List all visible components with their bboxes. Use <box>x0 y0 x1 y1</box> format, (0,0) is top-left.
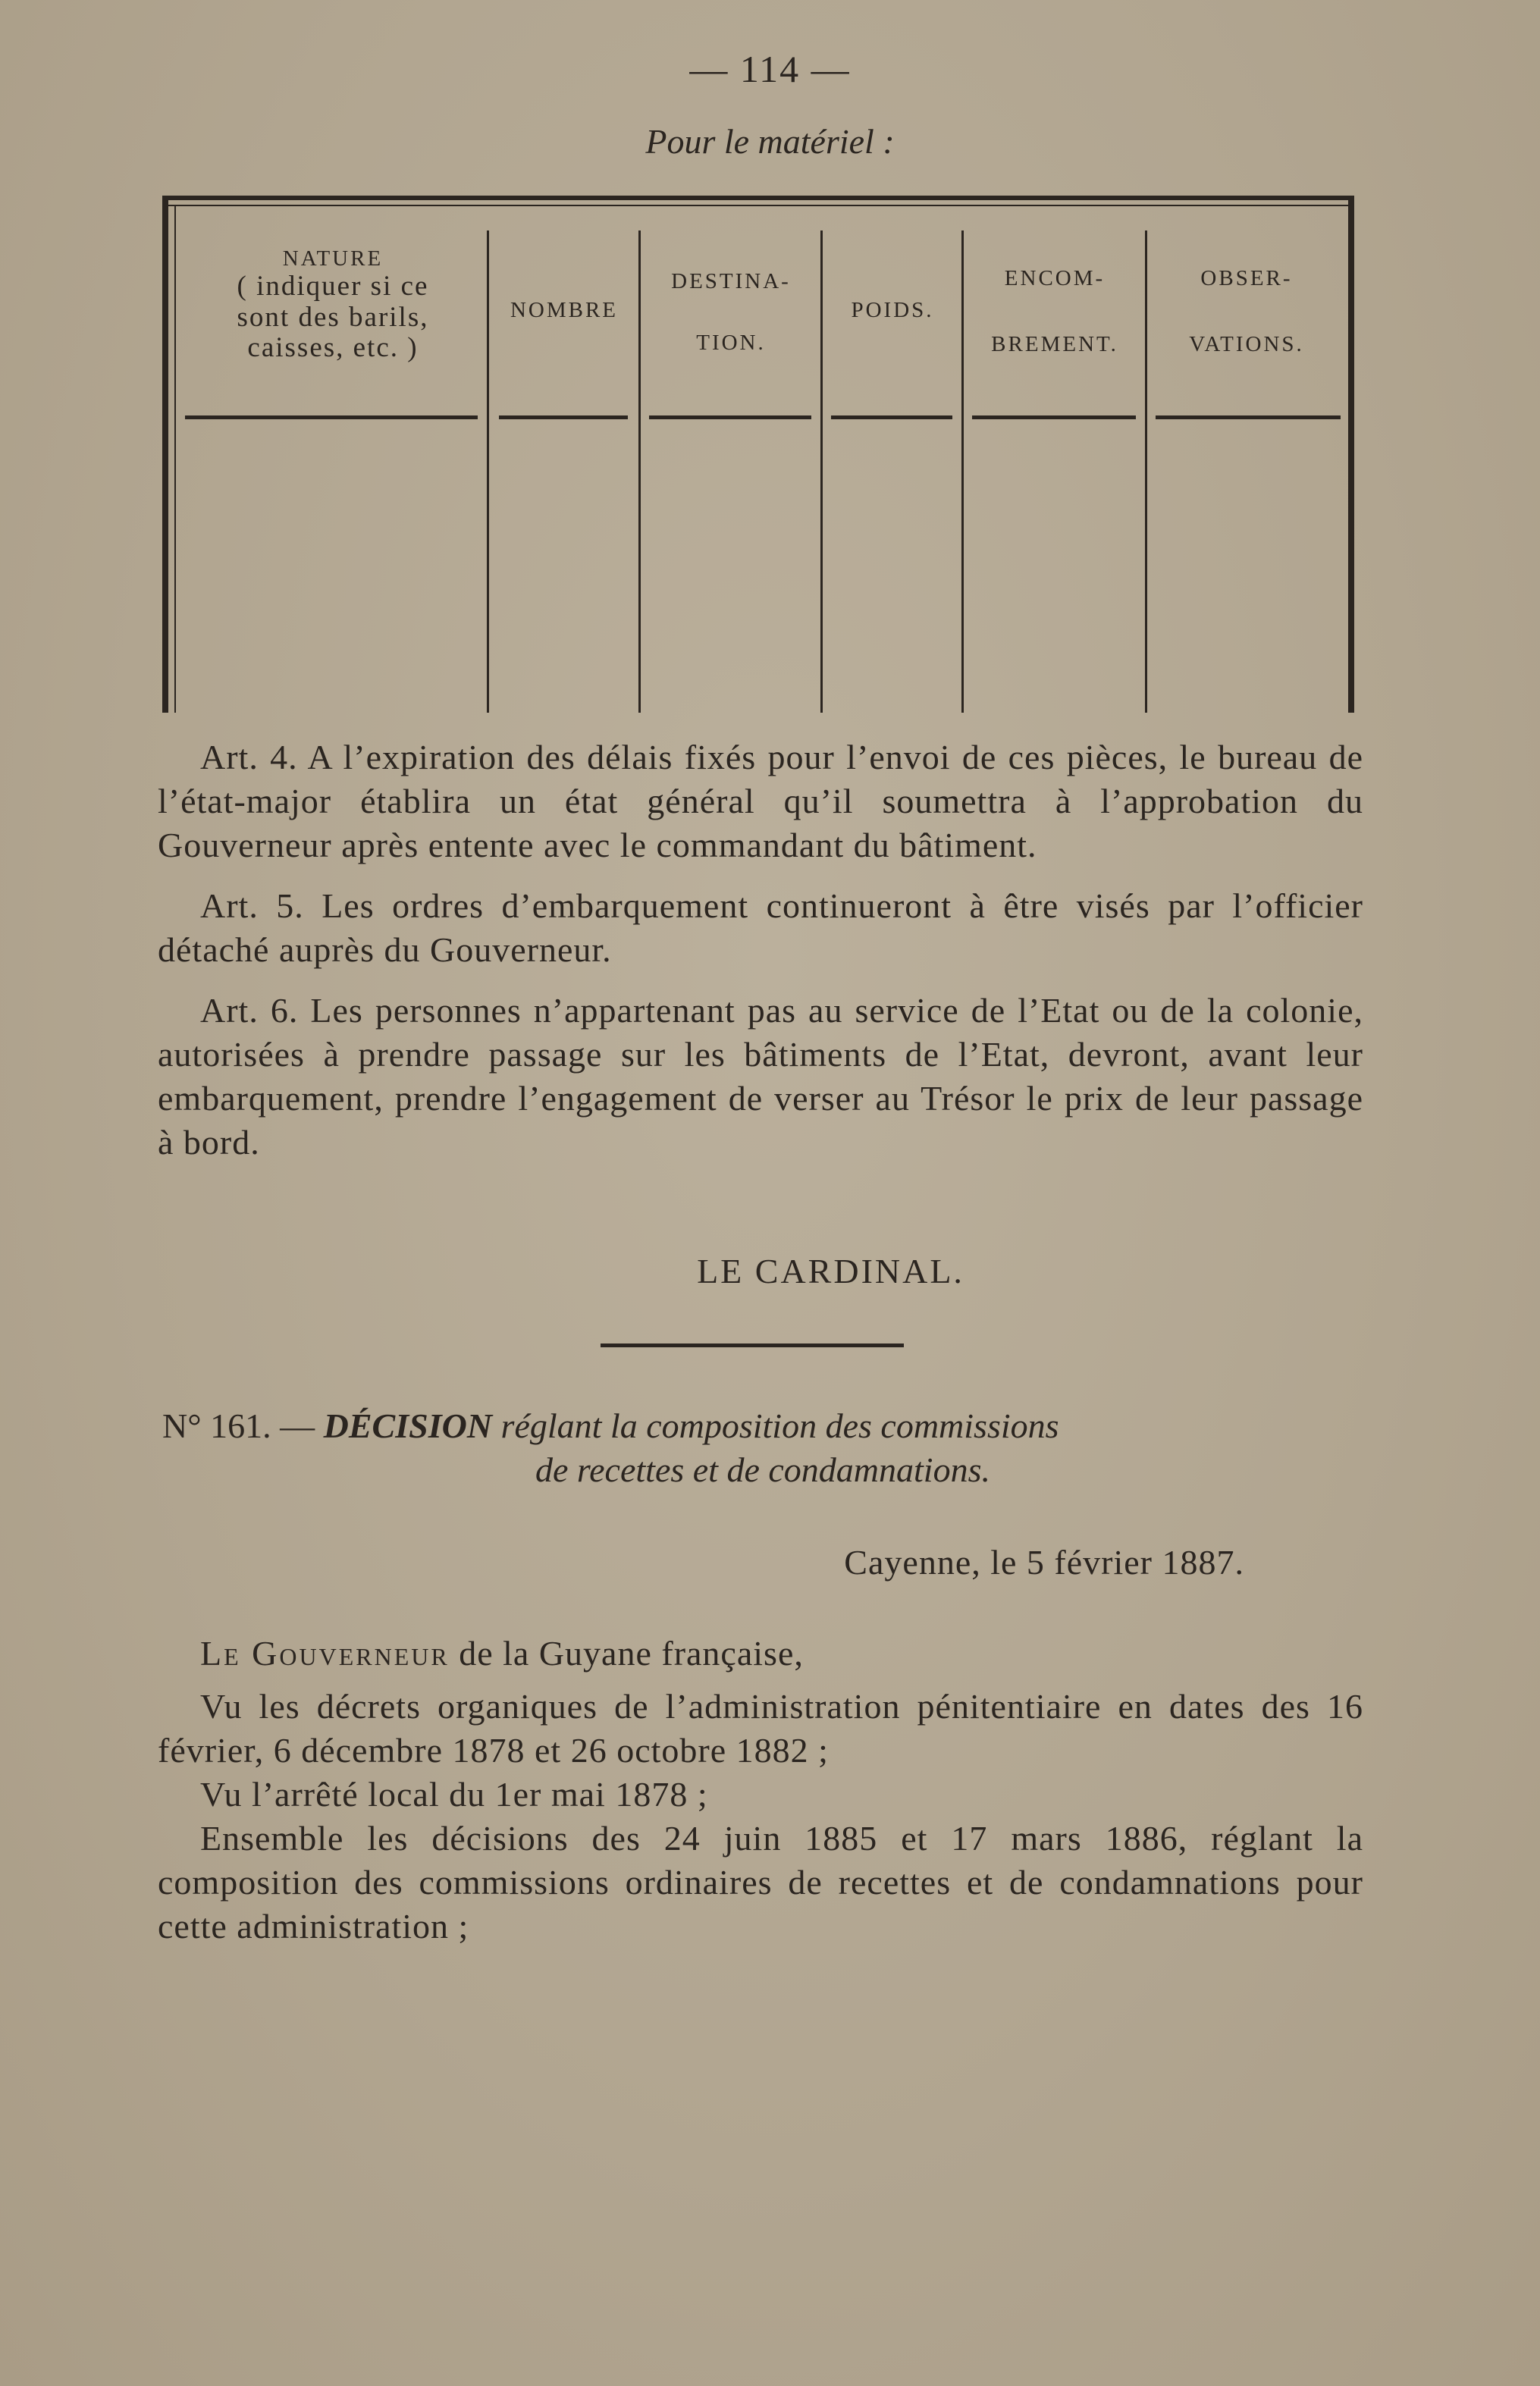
column-header-line: NOMBRE <box>510 298 619 322</box>
table-left-edge-inner <box>174 206 176 713</box>
column-divider <box>820 230 823 713</box>
decision-title <box>162 1404 1363 1492</box>
dateline: Cayenne, le 5 février 1887. <box>844 1543 1244 1582</box>
column-header-line: VATIONS. <box>1189 331 1304 356</box>
governor-rest: de la Guyane française, <box>459 1634 804 1673</box>
column-header-line: POIDS. <box>851 298 934 322</box>
column-divider <box>487 230 489 713</box>
consideration: Vu l’arrêté local du 1er mai 1878 ; <box>200 1775 708 1814</box>
column-header-nombre <box>490 297 638 324</box>
article-6: Art. 6. Les personnes n’appartenant pas au service de l’Etat ou de la colonie, autorisées à prendre passage sur les bâtiments de l’Etat, devront, avant leur embarquement, prendre l’engagement de verser au Trésor le prix de leur passage à bord. <box>158 991 1363 1162</box>
header-underline <box>499 415 628 419</box>
decision-keyword: DÉCISION <box>323 1406 493 1445</box>
articles-section <box>158 735 1363 1165</box>
column-header-line: ( indiquer si ce <box>237 270 429 302</box>
governor-title: Le Gouverneur <box>200 1634 450 1673</box>
column-divider <box>638 230 641 713</box>
column-divider <box>961 230 964 713</box>
column-header-line: TION. <box>696 330 766 355</box>
column-header-line: BREMENT. <box>991 331 1118 356</box>
column-header-nature <box>193 247 473 364</box>
table-top-rule-inner <box>162 205 1354 206</box>
column-header-destination <box>641 268 820 356</box>
consideration: Vu les décrets organiques de l’administration pénitentiaire en dates des 16 février, 6 décembre 1878 et 26 octobre 1882 ; <box>158 1687 1363 1770</box>
decision-number: N° 161. — <box>162 1406 315 1445</box>
page-number: — 114 — <box>689 48 851 90</box>
decision-title-rest: réglant la composition des commissions <box>500 1406 1059 1445</box>
column-header-observations <box>1148 265 1345 358</box>
table-caption: Pour le matériel : <box>645 122 895 161</box>
table-left-edge <box>162 196 168 713</box>
signature: LE CARDINAL. <box>697 1252 964 1290</box>
decision-title-line2: de recettes et de condamnations. <box>535 1450 990 1489</box>
column-divider <box>1145 230 1147 713</box>
header-underline <box>831 415 952 419</box>
governor-line <box>158 1632 1363 1676</box>
column-header-line: ENCOM- <box>1004 266 1106 290</box>
column-header-line: OBSER- <box>1200 266 1293 290</box>
column-header-line: DESTINA- <box>671 269 791 293</box>
preamble-section <box>158 1632 1363 1949</box>
section-separator <box>601 1343 904 1347</box>
header-underline <box>649 415 811 419</box>
table-right-edge <box>1348 196 1354 713</box>
header-underline <box>185 415 478 419</box>
column-header-poids <box>823 297 961 324</box>
consideration: Ensemble les décisions des 24 juin 1885 et 17 mars 1886, réglant la composition des commissions ordinaires de recettes et de condamnations pour cette administration ; <box>158 1819 1363 1945</box>
column-header-line: NATURE <box>282 246 384 271</box>
column-header-line: caisses, etc. ) <box>247 332 419 364</box>
article-4: Art. 4. A l’expiration des délais fixés pour l’envoi de ces pièces, le bureau de l’état-major établira un état général qu’il soumettra à l’approbation du Gouverneur après entente avec le commandant du bâtiment. <box>158 738 1363 864</box>
header-underline <box>1156 415 1341 419</box>
header-underline <box>972 415 1136 419</box>
materiel-table <box>162 196 1354 713</box>
table-top-rule <box>162 196 1354 200</box>
article-5: Art. 5. Les ordres d’embarquement continueront à être visés par l’officier détaché auprès du Gouverneur. <box>158 886 1363 969</box>
column-header-line: sont des barils, <box>237 301 429 333</box>
column-header-encombrement <box>964 265 1145 358</box>
